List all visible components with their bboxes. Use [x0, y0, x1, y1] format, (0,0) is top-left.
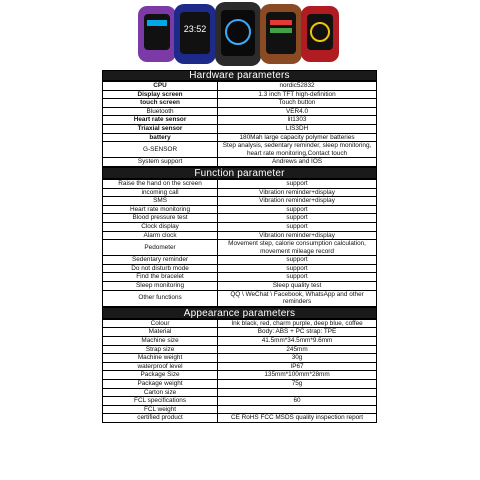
spec-label: Machine size — [103, 337, 218, 346]
spec-value: support — [218, 205, 377, 214]
watch-purple — [138, 6, 176, 62]
spec-row — [103, 256, 377, 265]
spec-value: support — [218, 264, 377, 273]
spec-label: Display screen — [103, 90, 218, 99]
function-table — [102, 179, 377, 307]
spec-row — [103, 319, 377, 328]
spec-label: Find the bracelet — [103, 273, 218, 282]
spec-value: 135mm*100mm*28mm — [218, 371, 377, 380]
spec-value: support — [218, 256, 377, 265]
spec-value: Vibration reminder+display — [218, 231, 377, 240]
spec-value: 1.3 inch TFT high-definition — [218, 90, 377, 99]
spec-label: Heart rate monitoring — [103, 205, 218, 214]
spec-label: Strap size — [103, 345, 218, 354]
spec-row — [103, 240, 377, 256]
spec-value: Vibration reminder+display — [218, 197, 377, 206]
spec-value: CE RoHS FCC MSDS quality inspection report — [218, 414, 377, 423]
spec-label: waterproof level — [103, 362, 218, 371]
spec-label: SMS — [103, 197, 218, 206]
spec-label: Sleep monitoring — [103, 282, 218, 291]
watch-black — [215, 2, 261, 66]
spec-value: Sleep quality test — [218, 282, 377, 291]
spec-value: Andrews and IOS — [218, 158, 377, 167]
spec-value: LIS3DH — [218, 124, 377, 133]
spec-label: Heart rate sensor — [103, 116, 218, 125]
spec-row — [103, 133, 377, 142]
spec-value: Movement step, calorie consumption calculation, movement mileage record — [218, 240, 377, 256]
spec-value: 30g — [218, 354, 377, 363]
spec-value — [218, 405, 377, 414]
spec-row — [103, 231, 377, 240]
spec-label: Raise the hand on the screen — [103, 179, 218, 188]
spec-label: Do not disturb mode — [103, 264, 218, 273]
spec-label: Bluetooth — [103, 107, 218, 116]
spec-row — [103, 179, 377, 188]
function-section-title: Function parameter — [102, 167, 377, 179]
spec-label: battery — [103, 133, 218, 142]
spec-value: Body: ABS + PC strap: TPE — [218, 328, 377, 337]
spec-row — [103, 214, 377, 223]
spec-value: support — [218, 273, 377, 282]
spec-label: Material — [103, 328, 218, 337]
spec-value: 41.5mm*34.5mm*9.6mm — [218, 337, 377, 346]
spec-value — [218, 388, 377, 397]
spec-row — [103, 264, 377, 273]
spec-label: Package weight — [103, 380, 218, 389]
spec-row — [103, 222, 377, 231]
watch-blue — [174, 4, 216, 64]
spec-row — [103, 371, 377, 380]
spec-row — [103, 282, 377, 291]
spec-row — [103, 380, 377, 389]
spec-row — [103, 142, 377, 158]
spec-row — [103, 82, 377, 91]
hardware-table — [102, 81, 377, 167]
spec-value: support — [218, 214, 377, 223]
spec-label: Blood pressure test — [103, 214, 218, 223]
spec-value: support — [218, 222, 377, 231]
hardware-section-title: Hardware parameters — [102, 70, 377, 81]
spec-value: nordic52832 — [218, 82, 377, 91]
spec-value: support — [218, 179, 377, 188]
spec-value: lit1303 — [218, 116, 377, 125]
spec-row — [103, 90, 377, 99]
spec-label: Machine weight — [103, 354, 218, 363]
spec-row — [103, 345, 377, 354]
spec-value: 245mm — [218, 345, 377, 354]
spec-label: incoming call — [103, 188, 218, 197]
spec-label: Pedometer — [103, 240, 218, 256]
spec-value: IP67 — [218, 362, 377, 371]
appearance-table — [102, 319, 377, 423]
spec-label: touch screen — [103, 99, 218, 108]
spec-value: 60 — [218, 397, 377, 406]
spec-label: Triaxial sensor — [103, 124, 218, 133]
spec-row — [103, 188, 377, 197]
spec-row — [103, 290, 377, 306]
spec-value: Step analysis, sedentary reminder, sleep monitoring, heart rate monitoring,Contact touch — [218, 142, 377, 158]
spec-label: Alarm clock — [103, 231, 218, 240]
spec-label: Sedentary reminder — [103, 256, 218, 265]
spec-label: CPU — [103, 82, 218, 91]
spec-label: Carton size — [103, 388, 218, 397]
spec-label: G-SENSOR — [103, 142, 218, 158]
spec-row — [103, 158, 377, 167]
spec-row — [103, 362, 377, 371]
spec-row — [103, 354, 377, 363]
spec-label: Other functions — [103, 290, 218, 306]
spec-value: Ink black, red, charm purple, deep blue, coffee — [218, 319, 377, 328]
watch-time-display: 23:52 — [183, 24, 207, 34]
watch-red — [301, 6, 339, 62]
spec-label: Package Size — [103, 371, 218, 380]
spec-value: Vibration reminder+display — [218, 188, 377, 197]
spec-value: QQ \ WeChat \ Facebook, WhatsApp and other reminders — [218, 290, 377, 306]
spec-row — [103, 99, 377, 108]
spec-row — [103, 414, 377, 423]
spec-row — [103, 388, 377, 397]
spec-row — [103, 397, 377, 406]
spec-label: FCL weight — [103, 405, 218, 414]
appearance-section-title: Appearance parameters — [102, 307, 377, 319]
spec-sheet — [102, 70, 377, 423]
spec-value: 180Mah large capacity polymer batteries — [218, 133, 377, 142]
product-hero-image — [100, 2, 390, 66]
spec-value: Touch button — [218, 99, 377, 108]
spec-value: VER4.0 — [218, 107, 377, 116]
spec-row — [103, 116, 377, 125]
spec-row — [103, 124, 377, 133]
spec-value: 75g — [218, 380, 377, 389]
spec-row — [103, 273, 377, 282]
spec-row — [103, 205, 377, 214]
spec-row — [103, 405, 377, 414]
spec-label: Colour — [103, 319, 218, 328]
spec-label: System support — [103, 158, 218, 167]
spec-row — [103, 328, 377, 337]
spec-row — [103, 197, 377, 206]
spec-label: Clock display — [103, 222, 218, 231]
spec-row — [103, 107, 377, 116]
watch-coffee — [260, 4, 302, 64]
spec-label: FCL specifications — [103, 397, 218, 406]
spec-row — [103, 337, 377, 346]
spec-label: certified product — [103, 414, 218, 423]
